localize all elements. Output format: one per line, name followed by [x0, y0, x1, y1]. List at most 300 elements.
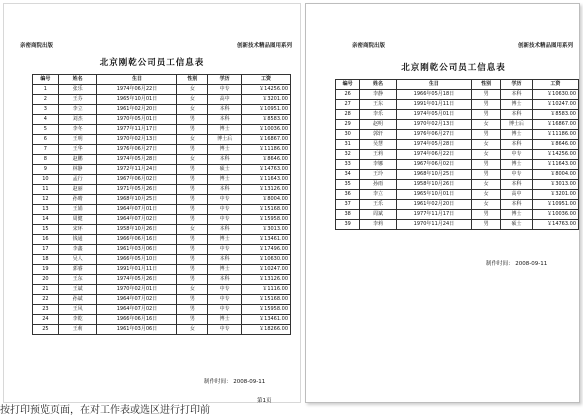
table-cell: ￥3013.00: [532, 180, 578, 190]
table-cell: ￥8646.00: [532, 140, 578, 150]
table-cell: 女: [177, 325, 208, 335]
table-cell: 17: [33, 245, 59, 255]
table-cell: 高中: [208, 95, 242, 105]
table-cell: 王乐: [360, 200, 396, 210]
table-cell: 14: [33, 215, 59, 225]
table-cell: 1991年01月11日: [97, 265, 177, 275]
table-cell: 女: [177, 105, 208, 115]
table-cell: 中专: [501, 170, 533, 180]
table-cell: 20: [33, 275, 59, 285]
table-cell: 1977年11月17日: [396, 210, 471, 220]
table-cell: 6: [33, 135, 59, 145]
table-cell: 男: [177, 165, 208, 175]
table-cell: ￥14256.00: [532, 150, 578, 160]
table-cell: 本科: [208, 225, 242, 235]
table-cell: ￥14256.00: [241, 85, 290, 95]
table-cell: 男: [177, 245, 208, 255]
table-cell: ￥13461.00: [241, 315, 290, 325]
table-cell: 1991年01月11日: [396, 100, 471, 110]
table-cell: 1974年06月22日: [396, 150, 471, 160]
column-header: 编号: [33, 75, 59, 85]
table-cell: 男: [472, 100, 501, 110]
table-cell: ￥1116.00: [241, 285, 290, 295]
table-cell: 博士: [501, 130, 533, 140]
table-cell: 1964年07月01日: [97, 205, 177, 215]
table-cell: 30: [336, 130, 360, 140]
column-header: 学历: [501, 80, 533, 90]
table-cell: 李静: [360, 90, 396, 100]
table-cell: 10: [33, 175, 59, 185]
table-cell: 1958年10月26日: [396, 180, 471, 190]
table-cell: 宋环: [58, 225, 97, 235]
table-cell: 28: [336, 110, 360, 120]
table-cell: 博士: [208, 235, 242, 245]
table-cell: 27: [336, 100, 360, 110]
table-cell: 女: [472, 190, 501, 200]
table-cell: 1974年05月26日: [97, 275, 177, 285]
table-cell: 1970年02月13日: [396, 120, 471, 130]
table-cell: 4: [33, 115, 59, 125]
table-cell: 孟行: [58, 175, 97, 185]
table-cell: 男: [177, 255, 208, 265]
table-cell: 1964年07月02日: [97, 215, 177, 225]
table-row: [33, 135, 291, 145]
table-cell: 1971年05月26日: [97, 185, 177, 195]
table-cell: 高中: [501, 190, 533, 200]
page-number: 第1页: [257, 398, 272, 404]
table-cell: 32: [336, 150, 360, 160]
table-cell: 1972年11月24日: [97, 165, 177, 175]
table-cell: 郭轩: [360, 130, 396, 140]
table-cell: 1968年10月25日: [396, 170, 471, 180]
table-cell: 男: [177, 195, 208, 205]
table-cell: 38: [336, 210, 360, 220]
table-cell: 博士后: [501, 120, 533, 130]
table-cell: 9: [33, 165, 59, 175]
table-row: [33, 85, 291, 95]
table-cell: ￥16867.00: [532, 120, 578, 130]
table-row: [33, 175, 291, 185]
table-cell: 1965年10月01日: [97, 95, 177, 105]
table-cell: 中专: [208, 85, 242, 95]
table-cell: 王华: [58, 145, 97, 155]
column-header: 性别: [177, 75, 208, 85]
column-header: 生日: [396, 80, 471, 90]
table-cell: 男: [472, 210, 501, 220]
table-cell: 男: [177, 125, 208, 135]
table-cell: ￥8004.00: [241, 195, 290, 205]
table-cell: 女: [177, 155, 208, 165]
table-cell: 男: [177, 275, 208, 285]
table-header: [336, 80, 579, 90]
table-cell: 34: [336, 170, 360, 180]
table-cell: 22: [33, 295, 59, 305]
table-cell: 吴慧: [360, 140, 396, 150]
table-cell: 1964年07月02日: [97, 295, 177, 305]
table-cell: ￥13126.00: [241, 185, 290, 195]
table-cell: 25: [33, 325, 59, 335]
table-cell: ￥15168.00: [241, 295, 290, 305]
table-cell: 男: [177, 205, 208, 215]
table-cell: 女: [472, 150, 501, 160]
table-title: 北京刚乾公司员工信息表: [401, 63, 506, 73]
table-cell: ￥13461.00: [241, 235, 290, 245]
column-header: 学历: [208, 75, 242, 85]
table-cell: 王东: [58, 275, 97, 285]
table-cell: 男: [472, 160, 501, 170]
table-cell: 1964年07月02日: [97, 305, 177, 315]
table-cell: ￥13126.00: [241, 275, 290, 285]
table-row: [336, 190, 579, 200]
table-row: [33, 305, 291, 315]
table-cell: 博士: [208, 175, 242, 185]
table-row: [336, 120, 579, 130]
table-cell: 本科: [208, 255, 242, 265]
table-cell: 男: [177, 295, 208, 305]
table-cell: 中专: [208, 295, 242, 305]
table-cell: 王莉: [58, 325, 97, 335]
table-cell: ￥10630.00: [241, 255, 290, 265]
table-cell: 周健: [58, 215, 97, 225]
table-row: [33, 235, 291, 245]
table-cell: 1966年05月10日: [97, 255, 177, 265]
table-row: [33, 325, 291, 335]
table-cell: ￥18266.00: [241, 325, 290, 335]
table-row: [33, 225, 291, 235]
table-body: [336, 90, 579, 230]
table-cell: ￥8646.00: [241, 155, 290, 165]
column-header: 性别: [472, 80, 501, 90]
table-cell: 男: [472, 130, 501, 140]
table-cell: 1965年10月01日: [396, 190, 471, 200]
table-cell: ￥11643.00: [241, 175, 290, 185]
table-cell: 33: [336, 160, 360, 170]
table-row: [33, 185, 291, 195]
bottom-caption: 按打印预览页面，在对工作表或选区进行打印前: [0, 405, 210, 416]
table-row: [336, 180, 579, 190]
print-preview-page-1: [3, 3, 301, 403]
table-cell: 1970年02月13日: [97, 135, 177, 145]
table-cell: 本科: [208, 185, 242, 195]
table-cell: 周斌: [360, 210, 396, 220]
table-cell: ￥8583.00: [532, 110, 578, 120]
table-row: [33, 275, 291, 285]
table-cell: 女: [177, 285, 208, 295]
column-header: 工资: [532, 80, 578, 90]
table-cell: 李冬: [58, 125, 97, 135]
table-row: [336, 170, 579, 180]
table-row: [33, 115, 291, 125]
table-cell: ￥8583.00: [241, 115, 290, 125]
table-header: [33, 75, 291, 85]
table-cell: 24: [33, 315, 59, 325]
table-cell: 女: [177, 135, 208, 145]
table-cell: 男: [472, 110, 501, 120]
table-cell: 男: [472, 90, 501, 100]
table-cell: 李莉: [360, 220, 396, 230]
table-cell: 李娜: [360, 160, 396, 170]
column-header: 工资: [241, 75, 290, 85]
header-left: 亲密商院出版: [20, 43, 54, 49]
table-cell: 1967年06月02日: [97, 175, 177, 185]
table-cell: 本科: [208, 105, 242, 115]
table-cell: 王东: [360, 100, 396, 110]
table-cell: 王玲: [360, 170, 396, 180]
table-cell: 1966年05月18日: [396, 90, 471, 100]
table-cell: 本科: [501, 200, 533, 210]
table-row: [33, 205, 291, 215]
table-cell: ￥3201.00: [241, 95, 290, 105]
header-left: 亲密商院出版: [352, 43, 386, 49]
table-cell: ￥10036.00: [241, 125, 290, 135]
table-cell: 李乐: [360, 110, 396, 120]
table-row: [336, 150, 579, 160]
table-cell: 中专: [208, 285, 242, 295]
table-cell: 36: [336, 190, 360, 200]
table-cell: 1958年10月26日: [97, 225, 177, 235]
table-cell: 39: [336, 220, 360, 230]
table-cell: ￥11186.00: [241, 145, 290, 155]
employee-table-page-2: [335, 79, 579, 230]
table-cell: 郭睿: [58, 265, 97, 275]
table-cell: ￥14763.00: [532, 220, 578, 230]
table-cell: 2: [33, 95, 59, 105]
table-cell: 本科: [208, 155, 242, 165]
table-row: [33, 295, 291, 305]
table-cell: ￥16867.00: [241, 135, 290, 145]
print-preview-page-2: [305, 3, 580, 403]
table-cell: 女: [472, 180, 501, 190]
print-date: 制作时间： 2008-09-11: [204, 379, 266, 385]
table-cell: ￥14763.00: [241, 165, 290, 175]
table-cell: 孙晴: [58, 195, 97, 205]
table-cell: 男: [177, 175, 208, 185]
table-cell: 19: [33, 265, 59, 275]
table-row: [336, 100, 579, 110]
table-cell: 博士: [208, 125, 242, 135]
table-cell: 男: [472, 220, 501, 230]
table-cell: ￥15958.00: [241, 305, 290, 315]
table-cell: 博士: [208, 145, 242, 155]
table-cell: 1976年06月27日: [97, 145, 177, 155]
table-cell: 林静: [58, 165, 97, 175]
table-row: [336, 90, 579, 100]
table-cell: ￥15168.00: [241, 205, 290, 215]
table-cell: 13: [33, 205, 59, 215]
table-cell: ￥15958.00: [241, 215, 290, 225]
table-cell: 男: [472, 170, 501, 180]
table-cell: 本科: [501, 140, 533, 150]
employee-table-page-1: [32, 74, 291, 335]
table-cell: 张乐: [58, 85, 97, 95]
table-cell: 男: [177, 145, 208, 155]
table-row: [336, 210, 579, 220]
table-cell: 3: [33, 105, 59, 115]
table-cell: 26: [336, 90, 360, 100]
table-cell: 本科: [208, 115, 242, 125]
table-cell: ￥17496.00: [241, 245, 290, 255]
table-row: [336, 140, 579, 150]
table-cell: 本科: [501, 110, 533, 120]
table-row: [33, 155, 291, 165]
table-row: [336, 110, 579, 120]
table-cell: 女: [472, 140, 501, 150]
table-cell: 11: [33, 185, 59, 195]
table-cell: 16: [33, 235, 59, 245]
table-cell: 8: [33, 155, 59, 165]
table-cell: ￥3013.00: [241, 225, 290, 235]
table-cell: 赵鹏: [58, 155, 97, 165]
table-row: [33, 105, 291, 115]
table-cell: 1961年03月06日: [97, 245, 177, 255]
table-cell: 1976年06月27日: [396, 130, 471, 140]
table-cell: 37: [336, 200, 360, 210]
table-cell: 赵丽: [58, 185, 97, 195]
table-cell: ￥3201.00: [532, 190, 578, 200]
table-cell: 1961年03月06日: [97, 325, 177, 335]
header-right: 创新技术精品图用系列: [236, 43, 292, 49]
print-date: 制作时间： 2008-09-11: [486, 261, 548, 267]
table-cell: 钱通: [58, 235, 97, 245]
table-cell: 5: [33, 125, 59, 135]
table-cell: 本科: [501, 90, 533, 100]
table-cell: 23: [33, 305, 59, 315]
table-cell: 博士: [501, 160, 533, 170]
table-row: [336, 220, 579, 230]
table-cell: 孙雨: [360, 180, 396, 190]
table-cell: 王斌: [58, 285, 97, 295]
column-header: 生日: [97, 75, 177, 85]
table-cell: ￥10036.00: [532, 210, 578, 220]
table-cell: 1970年05月01日: [97, 115, 177, 125]
table-cell: ￥10247.00: [532, 100, 578, 110]
table-row: [336, 160, 579, 170]
table-cell: 男: [177, 115, 208, 125]
table-row: [33, 315, 291, 325]
table-cell: 中专: [501, 150, 533, 160]
table-cell: ￥11186.00: [532, 130, 578, 140]
table-cell: 王风: [58, 305, 97, 315]
table-row: [33, 165, 291, 175]
table-cell: 1961年02月20日: [97, 105, 177, 115]
table-cell: 1977年11月17日: [97, 125, 177, 135]
table-row: [33, 265, 291, 275]
column-header: 姓名: [360, 80, 396, 90]
table-cell: 1974年05月28日: [97, 155, 177, 165]
table-cell: 31: [336, 140, 360, 150]
table-cell: 博士后: [208, 135, 242, 145]
table-cell: ￥10630.00: [532, 90, 578, 100]
table-cell: 1974年05月28日: [396, 140, 471, 150]
table-cell: 中专: [208, 215, 242, 225]
table-row: [33, 245, 291, 255]
table-cell: 本科: [501, 180, 533, 190]
table-row: [33, 95, 291, 105]
table-cell: 女: [177, 95, 208, 105]
table-cell: 1966年06月16日: [97, 315, 177, 325]
table-cell: 1: [33, 85, 59, 95]
table-row: [336, 130, 579, 140]
table-cell: 男: [177, 305, 208, 315]
table-cell: 王娟: [58, 205, 97, 215]
table-body: [33, 85, 291, 335]
table-cell: 15: [33, 225, 59, 235]
table-cell: ￥11643.00: [532, 160, 578, 170]
table-row: [33, 285, 291, 295]
table-cell: 男: [177, 265, 208, 275]
table-cell: ￥10951.00: [532, 200, 578, 210]
table-cell: 博士: [208, 315, 242, 325]
table-cell: 1974年06月22日: [97, 85, 177, 95]
table-cell: 孙斌: [58, 295, 97, 305]
table-row: [33, 125, 291, 135]
table-cell: 王莉: [360, 150, 396, 160]
column-header: 编号: [336, 80, 360, 90]
header-right: 创新技术精品图用系列: [517, 43, 573, 49]
table-cell: 李立: [58, 105, 97, 115]
table-title: 北京刚乾公司员工信息表: [99, 58, 205, 68]
table-cell: 29: [336, 120, 360, 130]
table-row: [33, 215, 291, 225]
table-cell: 1970年02月01日: [97, 285, 177, 295]
table-cell: ￥10247.00: [241, 265, 290, 275]
table-cell: 1968年10月25日: [97, 195, 177, 205]
table-cell: 中专: [208, 325, 242, 335]
table-cell: 男: [177, 185, 208, 195]
table-cell: 女: [177, 225, 208, 235]
table-cell: 男: [177, 235, 208, 245]
table-cell: 35: [336, 180, 360, 190]
table-cell: 王明: [58, 135, 97, 145]
table-cell: 男: [177, 315, 208, 325]
table-cell: ￥10951.00: [241, 105, 290, 115]
table-cell: 硕士: [501, 220, 533, 230]
table-cell: 博士: [501, 100, 533, 110]
table-cell: 21: [33, 285, 59, 295]
table-cell: 博士: [501, 210, 533, 220]
table-cell: 李立: [360, 190, 396, 200]
table-cell: 1974年05月01日: [396, 110, 471, 120]
table-cell: 18: [33, 255, 59, 265]
table-cell: 博士: [208, 265, 242, 275]
table-cell: 中专: [208, 205, 242, 215]
table-cell: 女: [472, 120, 501, 130]
table-row: [33, 195, 291, 205]
table-cell: 中专: [208, 195, 242, 205]
table-cell: 1961年02月20日: [396, 200, 471, 210]
table-cell: 1967年06月02日: [396, 160, 471, 170]
table-cell: 12: [33, 195, 59, 205]
table-cell: 女: [472, 200, 501, 210]
table-row: [33, 145, 291, 155]
table-cell: 中专: [208, 305, 242, 315]
table-cell: 吴人: [58, 255, 97, 265]
table-cell: 男: [177, 215, 208, 225]
table-cell: 女: [177, 85, 208, 95]
table-cell: 本科: [208, 275, 242, 285]
column-header: 姓名: [58, 75, 97, 85]
table-cell: 赵明: [360, 120, 396, 130]
table-cell: 中专: [208, 245, 242, 255]
table-cell: 1970年11月24日: [396, 220, 471, 230]
table-row: [336, 200, 579, 210]
table-cell: 王芬: [58, 95, 97, 105]
table-cell: 李鑫: [58, 245, 97, 255]
table-cell: ￥8004.00: [532, 170, 578, 180]
table-cell: 硕士: [208, 165, 242, 175]
table-cell: 李乾: [58, 315, 97, 325]
table-row: [33, 255, 291, 265]
